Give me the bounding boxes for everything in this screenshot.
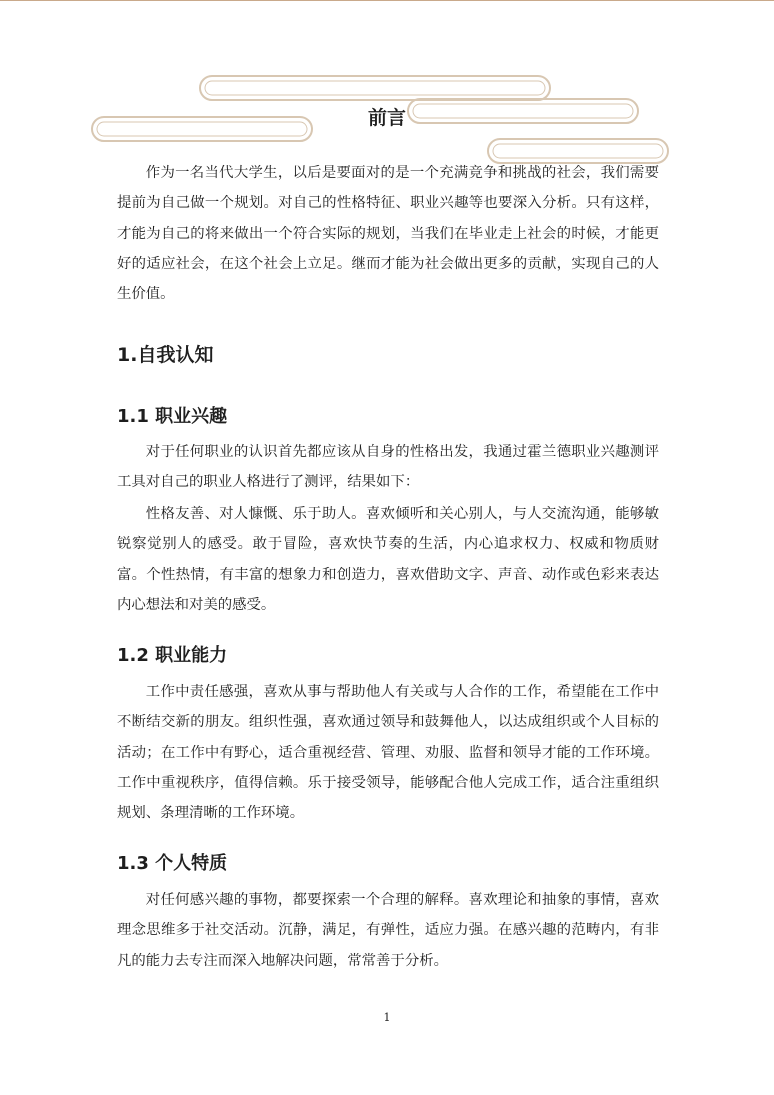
subsection-heading-career-interest: 1.1 职业兴趣 xyxy=(117,406,228,427)
subsection-heading-personal-traits: 1.3 个人特质 xyxy=(117,853,228,874)
career-interest-paragraph-1: 对于任何职业的认识首先都应该从自身的性格出发，我通过霍兰德职业兴趣测评工具对自己的职业人格进行了测评，结果如下： xyxy=(117,444,659,491)
subsection-heading-career-ability: 1.2 职业能力 xyxy=(117,645,228,666)
career-interest-paragraph-2: 性格友善、对人慷慨、乐于助人。喜欢倾听和关心别人，与人交流沟通，能够敏锐察觉别人的感受。敢于冒险，喜欢快节奏的生活，内心追求权力、权威和物质财富。个性热情，有丰富的想象力和创造力，喜欢借助文字、声音、动作或色彩来表达内心想法和对美的感受。 xyxy=(117,506,659,613)
page-number: 1 xyxy=(383,1011,391,1024)
page-title: 前言 xyxy=(367,107,406,129)
section-heading-self-cognition: 1.自我认知 xyxy=(117,344,214,366)
preface-paragraph: 作为一名当代大学生，以后是要面对的是一个充满竞争和挑战的社会，我们需要提前为自己做一个规划。对自己的性格特征、职业兴趣等也要深入分析。只有这样，才能为自己的将来做出一个符合实际的规划，当我们在毕业走上社会的时候，才能更好的适应社会，在这个社会上立足。继而才能为社会做出更多的贡献，实现自己的人生价值。 xyxy=(117,165,659,303)
personal-traits-paragraph: 对任何感兴趣的事物，都要探索一个合理的解释。喜欢理论和抽象的事情，喜欢理念思维多于社交活动。沉静，满足，有弹性，适应力强。在感兴趣的范畴内，有非凡的能力去专注而深入地解决问题，常常善于分析。 xyxy=(117,892,659,969)
career-ability-paragraph: 工作中责任感强，喜欢从事与帮助他人有关或与人合作的工作，希望能在工作中不断结交新的朋友。组织性强，喜欢通过领导和鼓舞他人，以达成组织或个人目标的活动；在工作中有野心，适合重视经营、管理、劝服、监督和领导才能的工作环境。工作中重视秩序，值得信赖。乐于接受领导，能够配合他人完成工作，适合注重组织规划、条理清晰的工作环境。 xyxy=(117,684,659,822)
